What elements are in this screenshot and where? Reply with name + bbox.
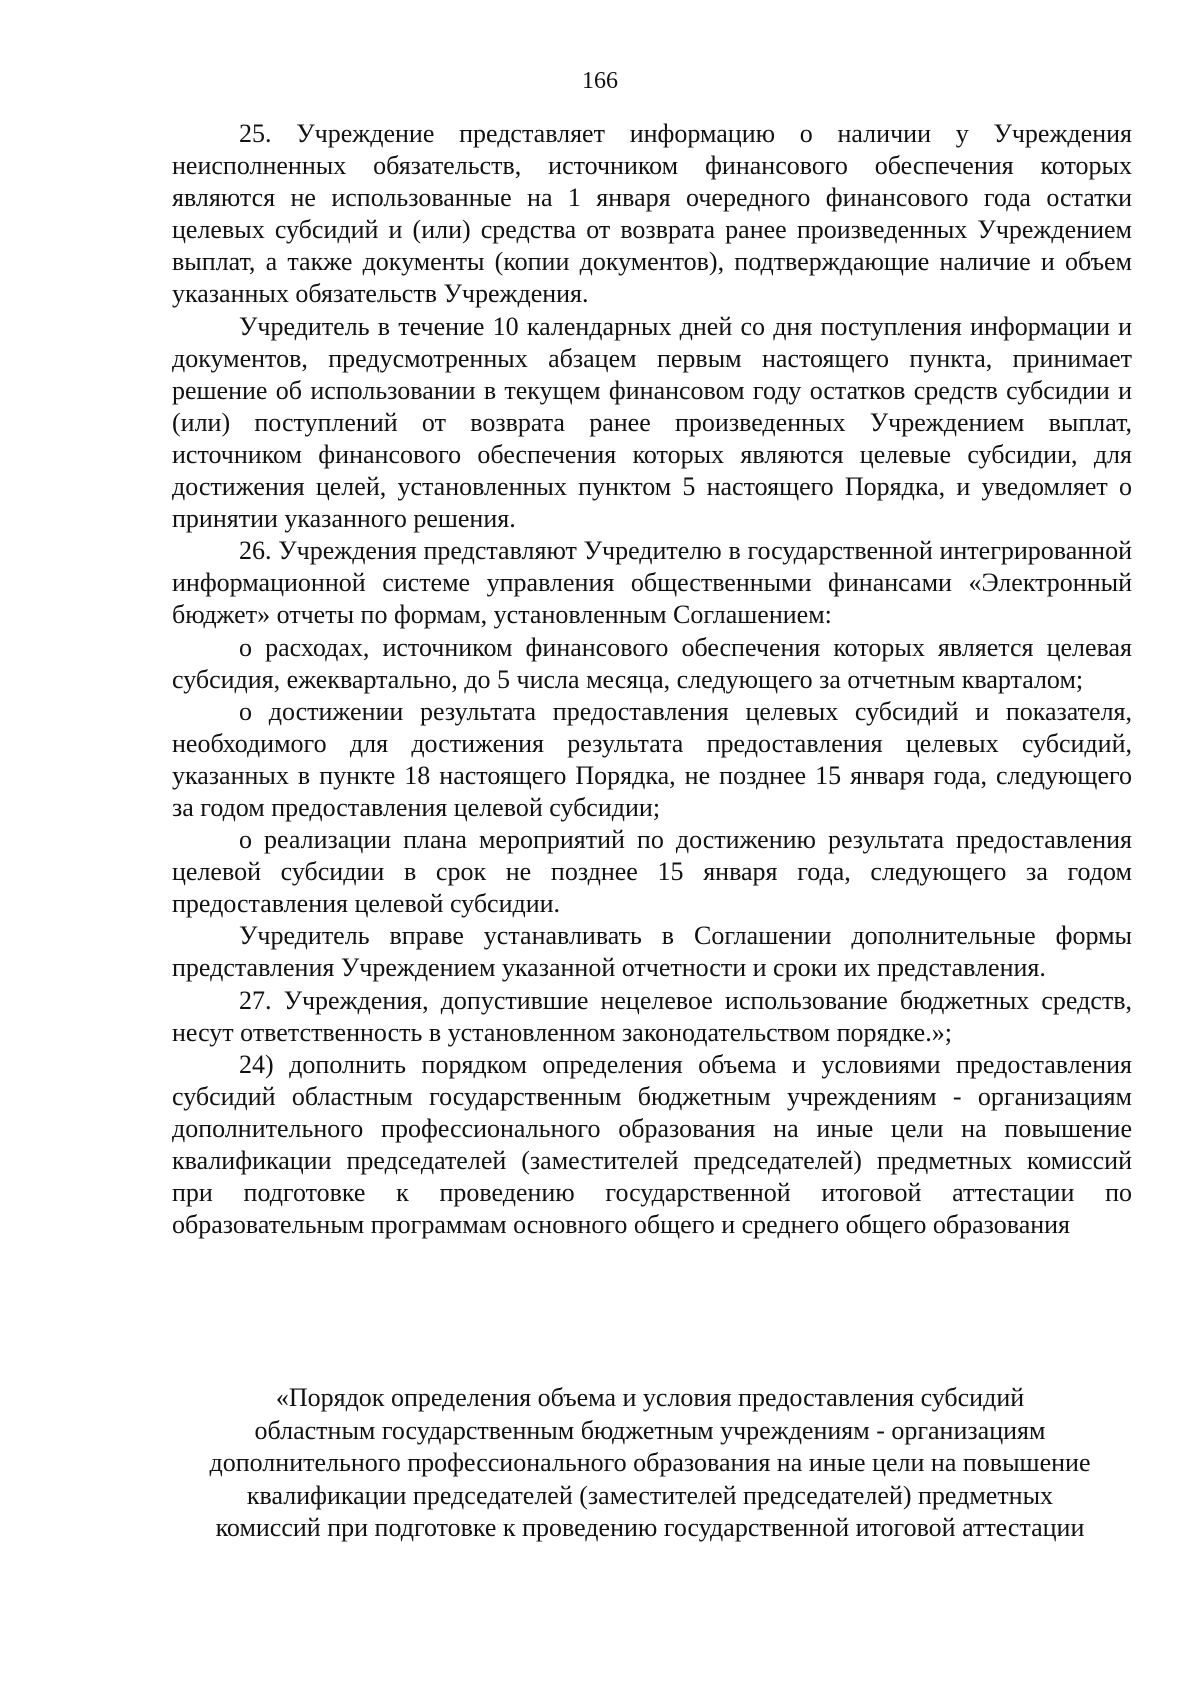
procedure-title-line: областным государственным бюджетным учреждениям - организациям (254, 1415, 1046, 1445)
paragraph-25: 25. Учреждение представляет информацию о наличии у Учреждения неисполненных обязательств, источником финансового обеспечения которых являются не использованные на 1 января очередного финансового года остатки целевых субсидий и (или) средства от возврата ранее произведенных Учреждением выплат, а также документы (копии документов), подтверждающие наличие и объем указанных обязательств Учреждения. (172, 119, 1132, 309)
document-body (172, 118, 1132, 1241)
page-number: 166 (582, 68, 618, 94)
paragraph-additional-forms: Учредитель вправе устанавливать в Соглашении дополнительные формы представления Учреждением указанной отчетности и сроки их представления. (172, 921, 1132, 983)
paragraph-founder-decision: Учредитель в течение 10 календарных дней со дня поступления информации и документов, предусмотренных абзацем первым настоящего пункта, принимает решение об использовании в текущем финансовом году остатков средств субсидии и (или) поступлений от возврата ранее произведенных Учреждением выплат, источником финансового обеспечения которых являются целевые субсидии, для достижения целей, установленных пунктом 5 настоящего Порядка, и уведомляет о принятии указанного решения. (172, 311, 1132, 534)
procedure-title-line: дополнительного профессионального образования на иные цели на повышение (209, 1448, 1091, 1477)
paragraph-results-report: о достижении результата предоставления целевых субсидий и показателя, необходимого для достижения результата предоставления целевых субсидий, указанных в пункте 18 настоящего Порядка, не позднее 15 января года, следующего за годом предоставления целевой субсидии; (172, 696, 1132, 822)
procedure-title-line: «Порядок определения объема и условия предоставления субсидий (275, 1383, 1025, 1412)
paragraph-27: 27. Учреждения, допустившие нецелевое использование бюджетных средств, несут ответственность в установленном законодательством порядке.»; (172, 985, 1132, 1047)
procedure-title-line: комиссий при подготовке к проведению государственной итоговой аттестации (215, 1513, 1085, 1542)
paragraph-expenses-report: о расходах, источником финансового обеспечения которых является целевая субсидия, ежеквартально, до 5 числа месяца, следующего за отчетным кварталом; (172, 632, 1132, 694)
paragraph-plan-report: о реализации плана мероприятий по достижению результата предоставления целевой субсидии в срок не позднее 15 января года, следующего за годом предоставления целевой субсидии. (172, 825, 1132, 919)
paragraph-26: 26. Учреждения представляют Учредителю в государственной интегрированной информационной системе управления общественными финансами «Электронный бюджет» отчеты по формам, установленным Соглашением: (172, 536, 1132, 630)
procedure-title-line: квалификации председателей (заместителей председателей) предметных (246, 1480, 1054, 1510)
procedure-title (160, 1382, 1140, 1545)
paragraph-24: 24) дополнить порядком определения объема и условиями предоставления субсидий областным государственным бюджетным учреждениям - организациям дополнительного профессионального образования на иные цели на повышение квалификации председателей (заместителей председателей) предметных комиссий при подготовке к проведению государственной итоговой аттестации по образовательным программам основного общего и среднего общего образования (172, 1049, 1132, 1240)
